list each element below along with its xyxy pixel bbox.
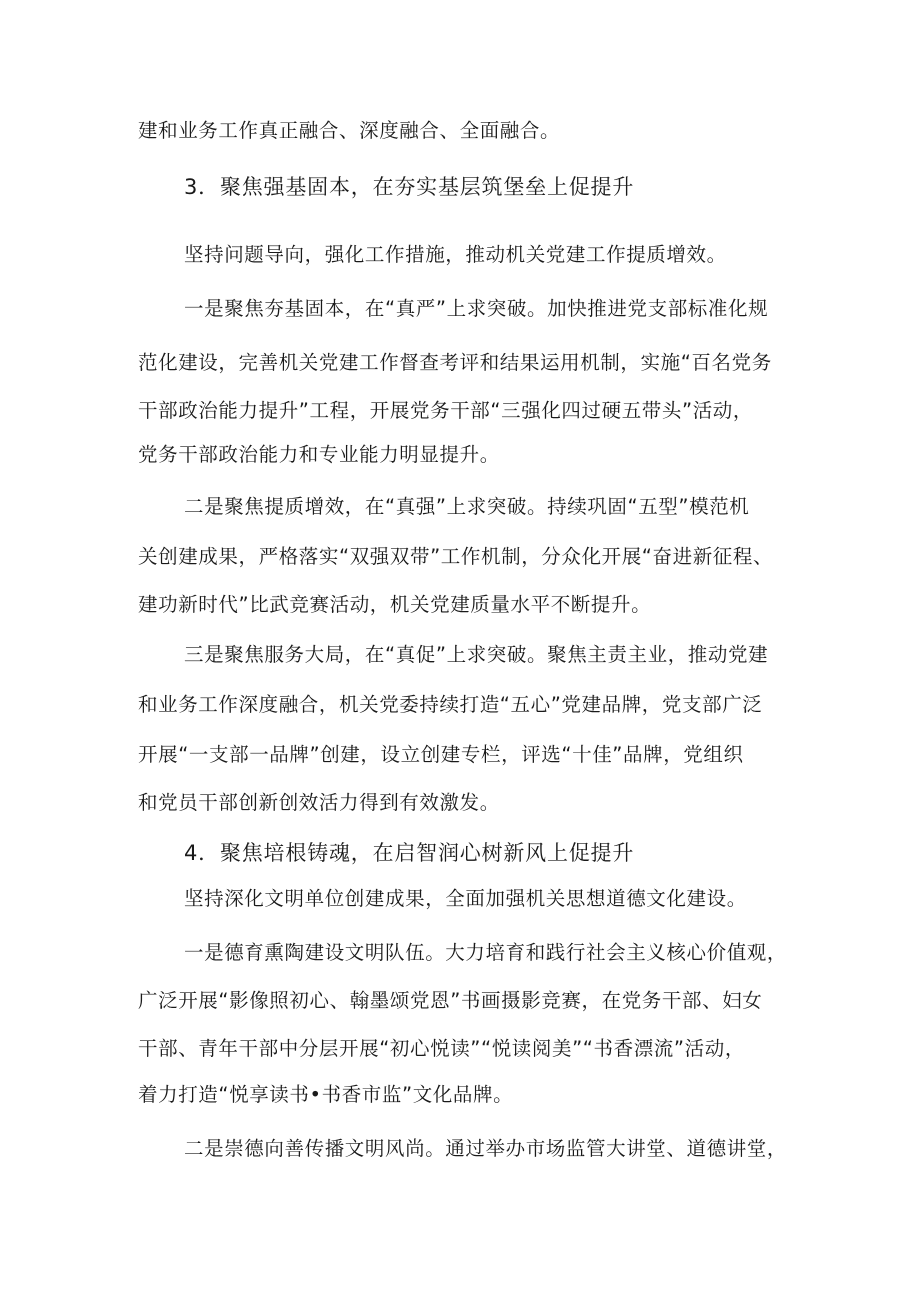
section-heading-4: 4．聚焦培根铸魂，在启智润心树新风上促提升 [184, 841, 635, 865]
paragraph-line: 干部、青年干部中分层开展“初心悦读”“悦读阅美”“书香漂流”活动， [138, 1037, 745, 1060]
section-heading-3: 3．聚焦强基固本，在夯实基层筑堡垒上促提升 [184, 175, 635, 199]
paragraph-line: 和党员干部创新创效活力得到有效激发。 [138, 791, 500, 814]
paragraph-line: 二是崇德向善传播文明风尚。通过举办市场监管大讲堂、道德讲堂， [184, 1137, 788, 1160]
paragraph-line: 建和业务工作真正融合、深度融合、全面融合。 [138, 119, 561, 142]
paragraph-line: 坚持问题导向，强化工作措施，推动机关党建工作提质增效。 [184, 243, 727, 266]
paragraph-line: 开展“一支部一品牌”创建，设立创建专栏，评选“十佳”品牌，党组织 [138, 743, 744, 766]
paragraph-line: 范化建设，完善机关党建工作督查考评和结果运用机制，实施“百名党务 [138, 351, 772, 374]
paragraph-line: 党务干部政治能力和专业能力明显提升。 [138, 443, 500, 466]
paragraph-line: 一是德育熏陶建设文明队伍。大力培育和践行社会主义核心价值观， [184, 941, 788, 964]
paragraph-line: 三是聚焦服务大局，在“真促”上求突破。聚焦主责主业，推动党建 [184, 643, 769, 666]
paragraph-line: 坚持深化文明单位创建成果，全面加强机关思想道德文化建设。 [184, 887, 747, 910]
paragraph-line: 二是聚焦提质增效，在“真强”上求突破。持续巩固“五型”模范机 [184, 495, 750, 518]
paragraph-line: 和业务工作深度融合，机关党委持续打造“五心”党建品牌，党支部广泛 [138, 693, 763, 716]
paragraph-line: 建功新时代”比武竞赛活动，机关党建质量水平不断提升。 [138, 593, 652, 616]
paragraph-line: 着力打造“悦享读书•书香市监”文化品牌。 [138, 1083, 514, 1106]
paragraph-line: 一是聚焦夯基固本，在“真严”上求突破。加快推进党支部标准化规 [184, 297, 769, 320]
paragraph-line: 干部政治能力提升”工程，开展党务干部“三强化四过硬五带头”活动， [138, 399, 754, 422]
paragraph-line: 关创建成果，严格落实“双强双带”工作机制，分众化开展“奋进新征程、 [138, 545, 774, 568]
paragraph-line: 广泛开展“影像照初心、翰墨颂党恩”书画摄影竞赛，在党务干部、妇女 [138, 989, 763, 1012]
